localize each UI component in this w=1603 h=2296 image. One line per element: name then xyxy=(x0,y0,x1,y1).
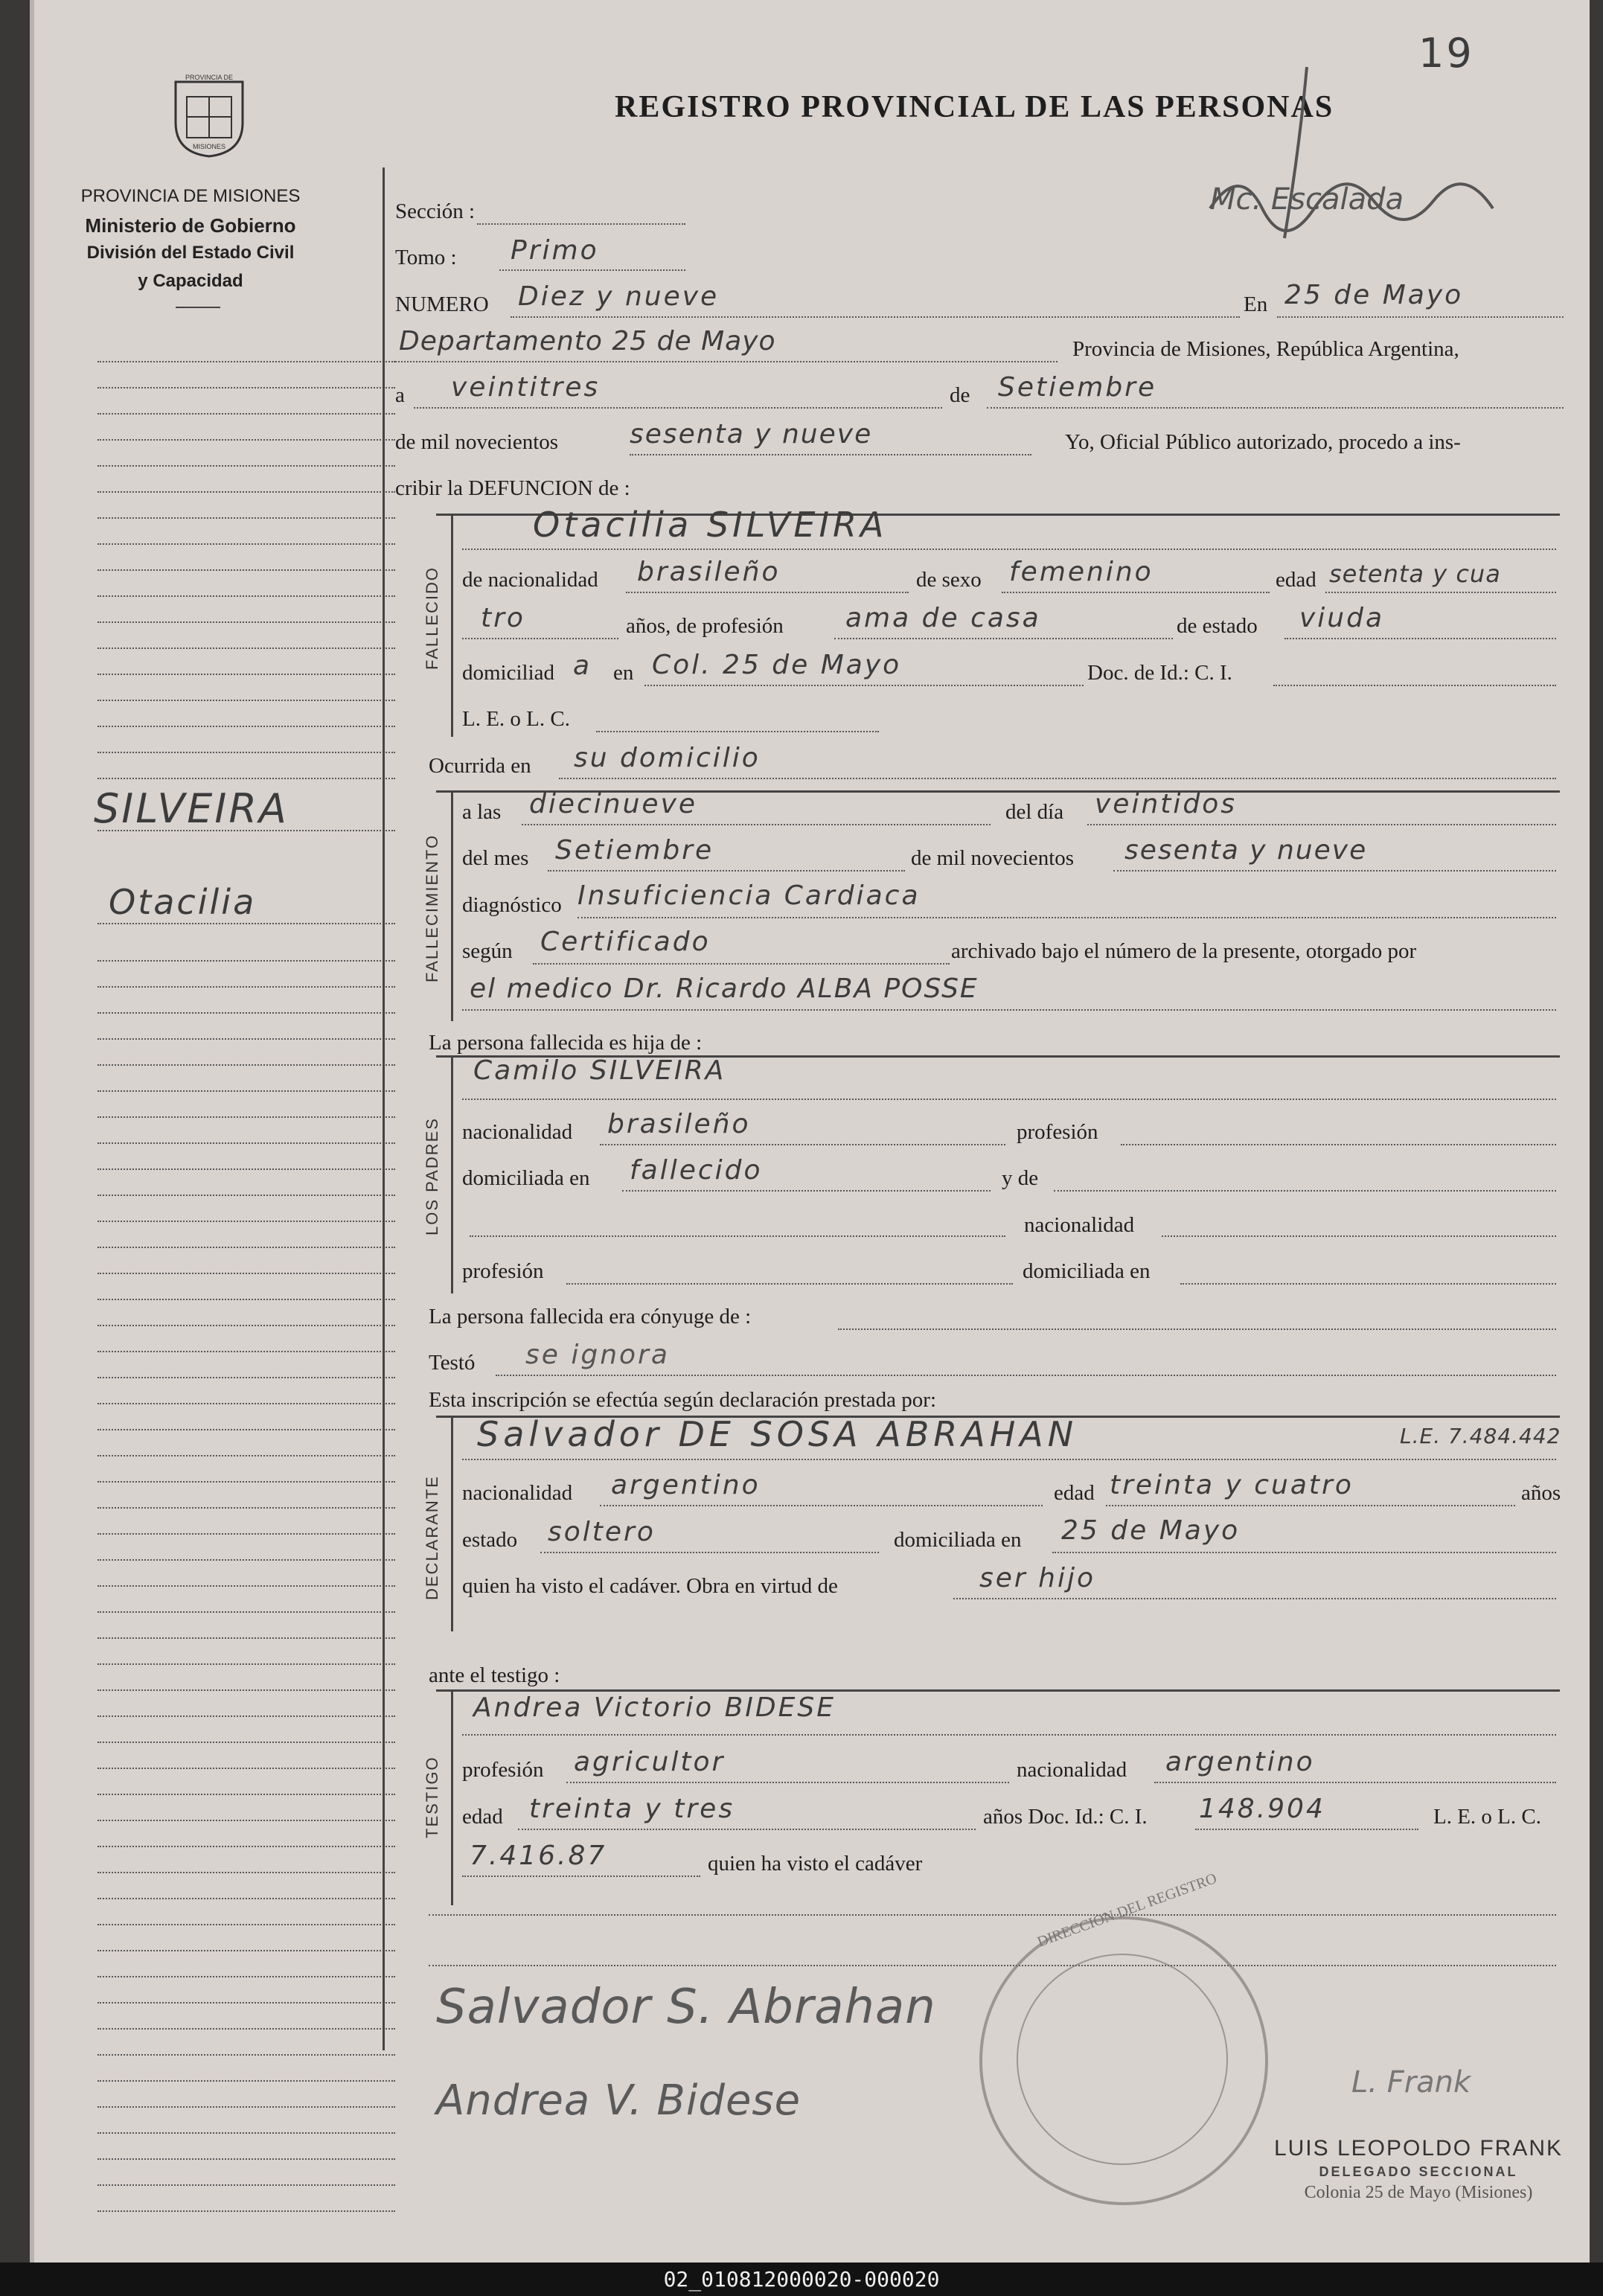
madre-name-line xyxy=(1054,1190,1556,1192)
padres-section-label: LOS PADRES xyxy=(423,1117,441,1235)
declarante-section-label: DECLARANTE xyxy=(423,1475,441,1600)
sidebar-line xyxy=(97,1507,395,1509)
sidebar-line xyxy=(97,2132,395,2134)
sidebar-line xyxy=(97,1742,395,1743)
declarante-domiciliada-value: 25 de Mayo xyxy=(1061,1515,1241,1546)
declarante-edad-value: treinta y cuatro xyxy=(1110,1470,1354,1500)
madre-profesion-label: profesión xyxy=(462,1259,544,1283)
ocurrida-label: Ocurrida en xyxy=(429,754,531,778)
sidebar-line xyxy=(97,1247,395,1248)
madre-line xyxy=(470,1235,1005,1237)
officer-block xyxy=(1270,2136,1567,2203)
seccion-label: Sección : xyxy=(395,199,476,223)
sidebar-line xyxy=(97,726,395,727)
declarante-left-border xyxy=(451,1416,453,1631)
sidebar-surname: SILVEIRA xyxy=(94,785,289,832)
sidebar-line xyxy=(97,778,395,779)
sidebar-line xyxy=(97,1299,395,1300)
sidebar-line xyxy=(97,2184,395,2186)
fallecimiento-mes-label: del mes xyxy=(462,846,529,870)
en-label: En xyxy=(1244,292,1268,316)
sidebar-line xyxy=(97,1116,395,1118)
fallecido-edad-value-2: tro xyxy=(481,603,525,633)
sidebar-line xyxy=(97,752,395,753)
fallecido-doc-line xyxy=(1273,685,1556,686)
padres-intro: La persona fallecida es hija de : xyxy=(429,1031,703,1055)
declarante-name-line xyxy=(462,1459,1556,1460)
sidebar-line xyxy=(97,595,395,597)
sidebar-line xyxy=(97,1168,395,1170)
sidebar-line xyxy=(97,1377,395,1378)
sidebar-line xyxy=(97,621,395,623)
tomo-line xyxy=(499,269,685,271)
inscribir-text: cribir la DEFUNCION de : xyxy=(395,476,630,500)
fallecido-le-line xyxy=(596,731,879,732)
officer-place: Colonia 25 de Mayo (Misiones) xyxy=(1304,2183,1533,2202)
fallecimiento-dia-value: veintidos xyxy=(1095,789,1238,819)
testo-line xyxy=(496,1375,1556,1376)
madre-nacionalidad-line xyxy=(1162,1235,1556,1237)
fallecido-estado-value: viuda xyxy=(1299,603,1385,633)
sidebar-line xyxy=(97,1403,395,1404)
fallecido-domicilio-line xyxy=(644,685,1084,686)
testo-label: Testó xyxy=(429,1351,476,1375)
fallecimiento-segun-value: Certificado xyxy=(540,927,711,957)
fallecimiento-diagnostico-value: Insuficiencia Cardiaca xyxy=(577,880,921,911)
sidebar-line xyxy=(97,1637,395,1639)
sidebar-line xyxy=(97,387,395,388)
sidebar-line xyxy=(97,491,395,493)
fallecimiento-medico-line xyxy=(462,1009,1556,1011)
numero-label: NUMERO xyxy=(395,292,489,316)
ministry-label: Ministerio de Gobierno xyxy=(85,214,296,237)
fallecimiento-hora-line xyxy=(522,824,991,825)
mil-label: de mil novecientos xyxy=(395,430,559,454)
fallecido-name: Otacilia SILVEIRA xyxy=(533,505,888,545)
sidebar-line xyxy=(97,543,395,545)
testigo-name: Andrea Victorio BIDESE xyxy=(473,1692,836,1723)
fallecido-nacionalidad-line xyxy=(626,592,909,593)
footer-code: 02_010812000020-000020 xyxy=(0,2263,1603,2296)
dia-value: veintitres xyxy=(451,372,601,403)
official-stamp-inner xyxy=(1017,1954,1228,2165)
padre-name-line xyxy=(462,1099,1556,1100)
padre-nacionalidad-value: brasileño xyxy=(607,1109,751,1139)
fallecido-name-line xyxy=(462,549,1556,550)
fallecimiento-hora-value: diecinueve xyxy=(529,789,698,819)
fallecido-doc-label: Doc. de Id.: C. I. xyxy=(1087,661,1232,685)
testigo-nacionalidad-value: argentino xyxy=(1165,1747,1315,1777)
top-signature-mark xyxy=(1195,60,1552,253)
declarante-doc: L.E. 7.484.442 xyxy=(1400,1424,1561,1448)
sidebar-line xyxy=(97,1455,395,1456)
fallecimiento-dia-line xyxy=(1087,824,1556,825)
sidebar-line xyxy=(97,1064,395,1066)
sidebar-line xyxy=(97,647,395,649)
conyuge-line xyxy=(838,1328,1556,1330)
departamento-value: Departamento 25 de Mayo xyxy=(399,326,776,356)
fallecido-domiciliado-label: domiciliad xyxy=(462,661,555,685)
fallecimiento-section-label: FALLECIMIENTO xyxy=(423,834,441,982)
testigo-top-border xyxy=(436,1689,1560,1692)
padre-domiciliada-label: domiciliada en xyxy=(462,1166,590,1190)
anio-line xyxy=(630,454,1031,455)
province-seal-icon xyxy=(168,71,250,160)
oficial-signature: L. Frank xyxy=(1351,2065,1471,2100)
fallecido-section-label: FALLECIDO xyxy=(423,566,441,670)
testigo-visto-label: quien ha visto el cadáver xyxy=(708,1852,923,1876)
sidebar-line xyxy=(97,1898,395,1899)
fallecido-le-label: L. E. o L. C. xyxy=(462,707,570,731)
declarante-intro: Esta inscripción se efectúa según declaración prestada por: xyxy=(429,1388,937,1412)
sidebar-line xyxy=(97,1924,395,1925)
tomo-value: Primo xyxy=(511,235,599,266)
padre-profesion-label: profesión xyxy=(1017,1120,1098,1144)
fallecido-nacionalidad-value: brasileño xyxy=(637,557,781,587)
sidebar-line xyxy=(97,1872,395,1873)
sidebar-line xyxy=(97,2080,395,2082)
seal-bottom-text: MISIONES xyxy=(192,143,226,150)
sidebar-line xyxy=(97,1794,395,1795)
a-label: a xyxy=(395,383,405,407)
fallecimiento-hora-label: a las xyxy=(462,800,502,824)
fallecido-estado-label: de estado xyxy=(1177,614,1258,638)
sidebar-line xyxy=(97,1195,395,1196)
padre-nacionalidad-line xyxy=(600,1144,1005,1145)
testigo-edad-line xyxy=(518,1829,976,1830)
testigo-edad-value: treinta y tres xyxy=(529,1794,735,1824)
fallecimiento-mes-line xyxy=(548,870,905,872)
fallecimiento-mes-value: Setiembre xyxy=(555,835,714,866)
fallecimiento-archivado-text: archivado bajo el número de la presente, otorgado por xyxy=(951,939,1417,963)
ocurrida-value: su domicilio xyxy=(574,743,761,773)
sidebar-line xyxy=(97,1715,395,1717)
declarante-edad-label: edad xyxy=(1054,1481,1095,1505)
declarante-name: Salvador DE SOSA ABRAHAN xyxy=(477,1414,1078,1454)
sidebar-line xyxy=(97,923,395,924)
fallecimiento-medico-value: el medico Dr. Ricardo ALBA POSSE xyxy=(470,973,979,1004)
testigo-le-value: 7.416.87 xyxy=(470,1841,607,1871)
declarante-estado-value: soltero xyxy=(548,1517,656,1547)
fallecimiento-segun-label: según xyxy=(462,939,513,963)
fallecimiento-left-border xyxy=(451,790,453,1021)
departamento-line xyxy=(395,361,1058,362)
madre-profesion-line xyxy=(566,1283,1013,1285)
sidebar-line xyxy=(97,1585,395,1587)
fallecido-left-border xyxy=(451,514,453,737)
division-label-1: División del Estado Civil xyxy=(86,243,295,263)
sidebar-line xyxy=(97,2158,395,2160)
declarante-visto-value: ser hijo xyxy=(979,1563,1095,1593)
page-number: 19 xyxy=(1418,30,1474,77)
officer-title: DELEGADO SECCIONAL xyxy=(1319,2164,1518,2179)
fallecido-sexo-label: de sexo xyxy=(916,568,982,592)
en-value: 25 de Mayo xyxy=(1284,280,1464,310)
stamp-text: DIRECCION DEL REGISTRO xyxy=(1035,1870,1219,1951)
declarante-domiciliada-label: domiciliada en xyxy=(894,1528,1022,1552)
fallecido-nacionalidad-label: de nacionalidad xyxy=(462,568,598,592)
column-divider xyxy=(383,167,385,2050)
sidebar-line xyxy=(97,2002,395,2004)
testigo-nacionalidad-label: nacionalidad xyxy=(1017,1758,1127,1782)
testo-value: se ignora xyxy=(525,1340,670,1370)
fallecido-profesion-value: ama de casa xyxy=(845,603,1041,633)
province-label: PROVINCIA DE MISIONES xyxy=(80,186,301,206)
numero-line xyxy=(511,316,1240,318)
sidebar-line xyxy=(97,700,395,701)
ocurrida-line xyxy=(559,778,1556,779)
testigo-intro: ante el testigo : xyxy=(429,1663,560,1687)
testigo-le-label: L. E. o L. C. xyxy=(1433,1805,1541,1829)
sidebar-line xyxy=(97,1533,395,1535)
sidebar-line xyxy=(97,830,395,831)
declarante-nacionalidad-label: nacionalidad xyxy=(462,1481,573,1505)
sidebar-line xyxy=(97,361,395,362)
signature-line xyxy=(429,1965,1556,1966)
divider xyxy=(176,307,220,308)
anio-value: sesenta y nueve xyxy=(630,419,873,450)
fallecido-profesion-line xyxy=(834,638,1173,639)
sidebar-line xyxy=(97,569,395,571)
fallecido-sexo-value: femenino xyxy=(1009,557,1154,587)
fallecido-profesion-label: años, de profesión xyxy=(626,614,784,638)
sidebar-line xyxy=(97,2210,395,2212)
testigo-name-line xyxy=(462,1734,1556,1736)
seccion-line xyxy=(477,223,685,225)
declarante-estado-line xyxy=(540,1552,879,1553)
sidebar-line xyxy=(97,1950,395,1951)
oficial-text: Yo, Oficial Público autorizado, procedo a ins- xyxy=(1065,430,1461,454)
declarante-estado-label: estado xyxy=(462,1528,518,1552)
testigo-signature: Andrea V. Bidese xyxy=(436,2076,802,2125)
fallecimiento-anio-label: de mil novecientos xyxy=(911,846,1075,870)
fallecido-estado-line xyxy=(1284,638,1556,639)
tomo-label: Tomo : xyxy=(395,246,457,269)
testigo-left-border xyxy=(451,1689,453,1905)
sidebar-line xyxy=(97,1090,395,1092)
testigo-nacionalidad-line xyxy=(1154,1782,1556,1783)
fallecido-edad-line-2 xyxy=(462,638,618,639)
division-label-2: y Capacidad xyxy=(138,271,243,291)
sidebar-line xyxy=(97,2028,395,2030)
fallecido-sexo-line xyxy=(1002,592,1270,593)
sidebar-line xyxy=(97,1976,395,1977)
dia-line xyxy=(414,407,942,409)
fallecimiento-anio-line xyxy=(1113,870,1556,872)
testigo-profesion-label: profesión xyxy=(462,1758,544,1782)
sidebar-line xyxy=(97,2054,395,2056)
madre-nacionalidad-label: nacionalidad xyxy=(1024,1213,1135,1237)
fallecido-edad-line xyxy=(1325,592,1556,593)
sidebar-line xyxy=(97,1768,395,1769)
top-signature: Mc. Escalada xyxy=(1210,182,1404,217)
sidebar-line xyxy=(97,1038,395,1040)
declarante-signature: Salvador S. Abrahan xyxy=(436,1980,936,2035)
fallecido-domicilio-value: Col. 25 de Mayo xyxy=(652,650,902,680)
sidebar-line xyxy=(97,517,395,519)
declarante-nacionalidad-value: argentino xyxy=(611,1470,761,1500)
testigo-edad-label: edad xyxy=(462,1805,503,1829)
conyuge-label: La persona fallecida era cónyuge de : xyxy=(429,1305,752,1328)
sidebar-line xyxy=(97,2106,395,2108)
sidebar-line xyxy=(97,1820,395,1821)
testigo-section-label: TESTIGO xyxy=(423,1756,441,1838)
sidebar-line xyxy=(97,1689,395,1691)
officer-name: LUIS LEOPOLDO FRANK xyxy=(1273,2136,1564,2161)
de-label: de xyxy=(950,383,970,407)
madre-y-de-label: y de xyxy=(1002,1166,1039,1190)
padre-name: Camilo SILVEIRA xyxy=(473,1055,726,1086)
testigo-ci-value: 148.904 xyxy=(1199,1794,1325,1824)
sidebar-line xyxy=(97,1663,395,1665)
padre-domiciliada-line xyxy=(622,1190,991,1192)
sidebar-line xyxy=(97,986,395,988)
declarante-visto-line xyxy=(953,1598,1556,1599)
sidebar-line xyxy=(97,1481,395,1483)
sidebar-line xyxy=(97,1142,395,1144)
declarante-visto-label: quien ha visto el cadáver. Obra en virtud de xyxy=(462,1574,838,1598)
mes-line xyxy=(987,407,1564,409)
sidebar-line xyxy=(97,1012,395,1014)
sidebar-line xyxy=(97,674,395,675)
fallecido-edad-label: edad xyxy=(1276,568,1316,592)
testigo-anios-doc-label: años Doc. Id.: C. I. xyxy=(983,1805,1148,1829)
testigo-profesion-line xyxy=(566,1782,1009,1783)
sidebar-line xyxy=(97,960,395,962)
madre-domiciliada-label: domiciliada en xyxy=(1023,1259,1151,1283)
mes-value: Setiembre xyxy=(998,372,1157,403)
numero-value: Diez y nueve xyxy=(518,281,720,312)
madre-domiciliada-line xyxy=(1180,1283,1556,1285)
page-title: REGISTRO PROVINCIAL DE LAS PERSONAS xyxy=(615,90,1334,124)
fallecimiento-diagnostico-line xyxy=(577,917,1556,918)
sidebar-line xyxy=(97,439,395,441)
provincia-text: Provincia de Misiones, República Argentina, xyxy=(1072,337,1459,361)
sidebar-line xyxy=(97,1559,395,1561)
sidebar-line xyxy=(97,1273,395,1274)
declarante-anios-label: años xyxy=(1521,1481,1561,1505)
fallecimiento-segun-line xyxy=(533,963,950,965)
fallecido-en-label: en xyxy=(613,661,634,685)
testigo-ci-line xyxy=(1195,1829,1418,1830)
fallecido-edad-value-1: setenta y cua xyxy=(1329,560,1501,588)
sidebar-line xyxy=(97,413,395,415)
fallecimiento-anio-value: sesenta y nueve xyxy=(1124,835,1368,866)
fallecido-domiciliado-suffix: a xyxy=(573,650,592,681)
sidebar-given-name: Otacilia xyxy=(109,882,257,922)
declarante-nacionalidad-line xyxy=(600,1505,1043,1506)
fallecimiento-dia-label: del día xyxy=(1005,800,1064,824)
sidebar-line xyxy=(97,1325,395,1326)
testigo-profesion-value: agricultor xyxy=(574,1747,726,1777)
en-line xyxy=(1277,316,1564,318)
sidebar-line xyxy=(97,465,395,467)
sidebar-line xyxy=(97,1429,395,1430)
document-page xyxy=(30,0,1590,2263)
padre-domiciliada-value: fallecido xyxy=(630,1155,763,1186)
padre-profesion-line xyxy=(1121,1144,1556,1145)
sidebar-line xyxy=(97,1611,395,1613)
declarante-domiciliada-line xyxy=(1052,1552,1556,1553)
sidebar-line xyxy=(97,1351,395,1352)
sidebar-line xyxy=(97,1846,395,1847)
fallecimiento-diagnostico-label: diagnóstico xyxy=(462,893,562,917)
signature-line xyxy=(429,1914,1556,1916)
padre-nacionalidad-label: nacionalidad xyxy=(462,1120,573,1144)
seal-top-text: PROVINCIA DE xyxy=(185,74,234,81)
testigo-le-line xyxy=(462,1876,700,1877)
padres-left-border xyxy=(451,1055,453,1294)
sidebar-line xyxy=(97,1221,395,1222)
declarante-edad-line xyxy=(1106,1505,1515,1506)
